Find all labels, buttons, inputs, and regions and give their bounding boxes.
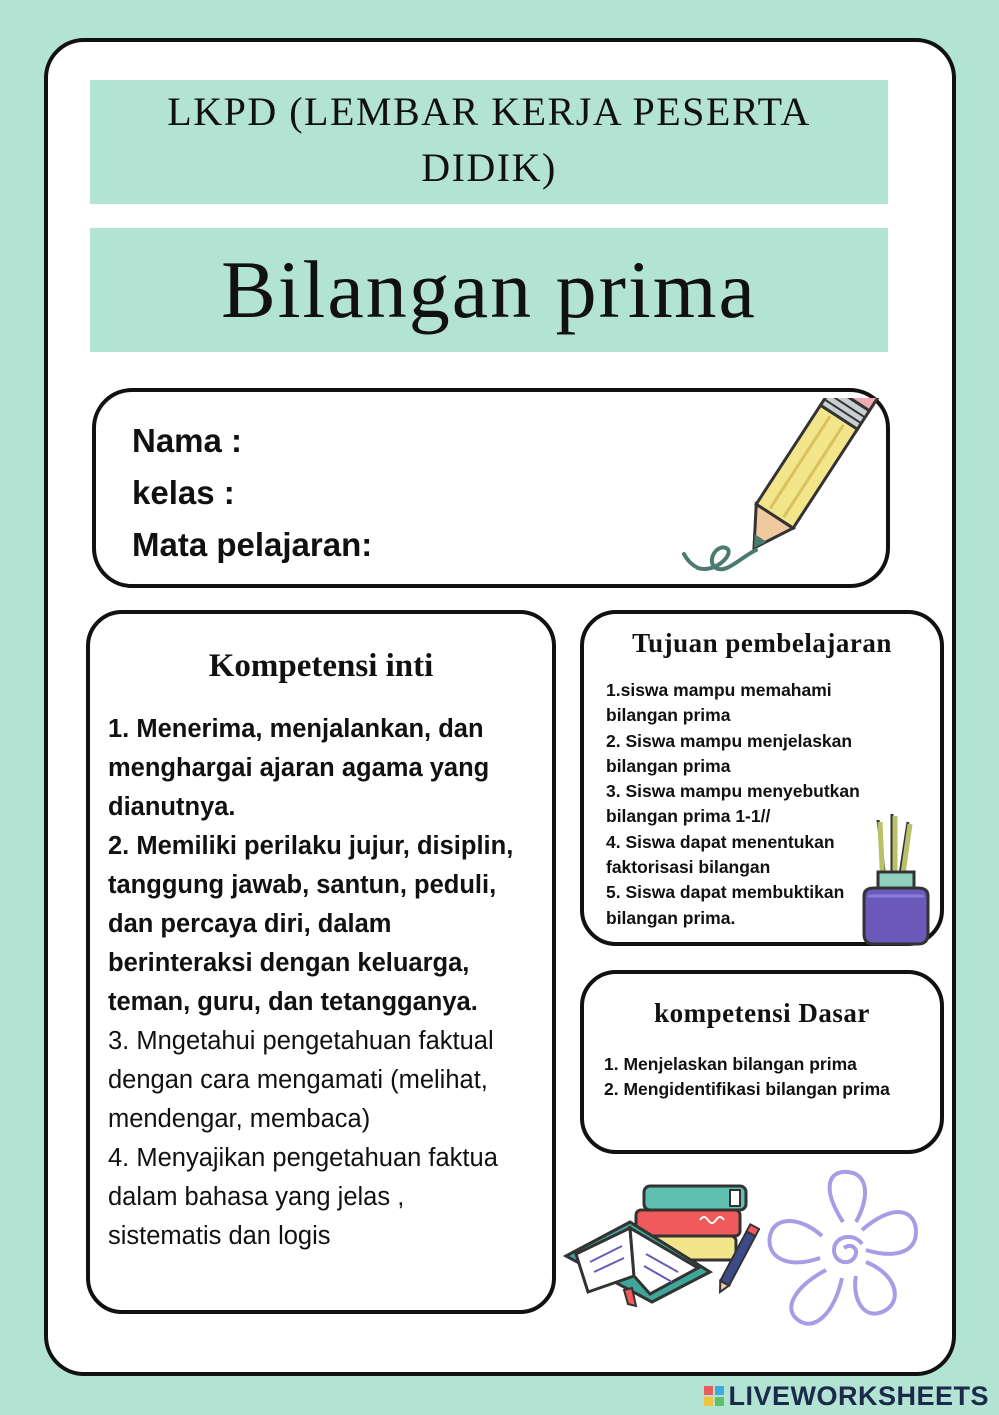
list-item: 3. Mngetahui pengetahuan faktual dengan cara mengamati (melihat, mendengar, membaca) (108, 1027, 494, 1133)
footer-brand (704, 1381, 989, 1411)
header-line-1: LKPD (LEMBAR KERJA PESERTA (167, 89, 811, 134)
list-item: 2. Mengidentifikasi bilangan prima (604, 1079, 890, 1100)
brand-text: LIVEWORKSHEETS (728, 1380, 989, 1411)
flower-icon (760, 1166, 926, 1338)
kompetensi-inti-box (86, 610, 556, 1314)
kompetensi-inti-list (108, 710, 554, 1256)
subject-label: Mata pelajaran: (132, 526, 373, 563)
list-item: 1. Menerima, menjalankan, dan menghargai ajaran agama yang dianutnya. (108, 715, 490, 821)
title-band (90, 228, 888, 352)
list-item: 5. Siswa dapat membuktikan bilangan prima. (606, 882, 845, 928)
list-item: 3. Siswa mampu menyebutkan bilangan prima 1-1// (606, 781, 860, 827)
kompetensi-inti-title: Kompetensi inti (208, 648, 434, 684)
books-icon (560, 1180, 760, 1310)
list-item: 2. Siswa mampu menjelaskan bilangan prima (606, 730, 853, 776)
list-item: 1.siswa mampu memahami bilangan prima (606, 680, 832, 726)
class-label: kelas : (132, 474, 235, 511)
page-title: Bilangan prima (221, 244, 757, 335)
kompetensi-dasar-title: kompetensi Dasar (654, 998, 870, 1028)
liveworksheets-logo-icon (704, 1386, 724, 1406)
tujuan-title: Tujuan pembelajaran (632, 628, 892, 658)
header-line-2: DIDIK) (421, 145, 557, 190)
header-band (90, 80, 888, 204)
kompetensi-dasar-list (604, 1052, 934, 1103)
list-item: 1. Menjelaskan bilangan prima (604, 1054, 857, 1074)
list-item: 4. Menyajikan pengetahuan faktua dalam bahasa yang jelas , sistematis dan logis (108, 1144, 498, 1250)
kompetensi-dasar-box (580, 970, 944, 1154)
name-label: Nama : (132, 422, 243, 459)
pencil-icon (676, 398, 888, 580)
diffuser-icon (856, 812, 940, 948)
list-item: 2. Memiliki perilaku jujur, disiplin, tanggung jawab, santun, peduli, dan percaya diri, dalam berinteraksi dengan keluarga, teman, guru, dan tetangganya. (108, 832, 514, 1016)
list-item: 4. Siswa dapat menentukan faktorisasi bilangan (606, 831, 835, 878)
